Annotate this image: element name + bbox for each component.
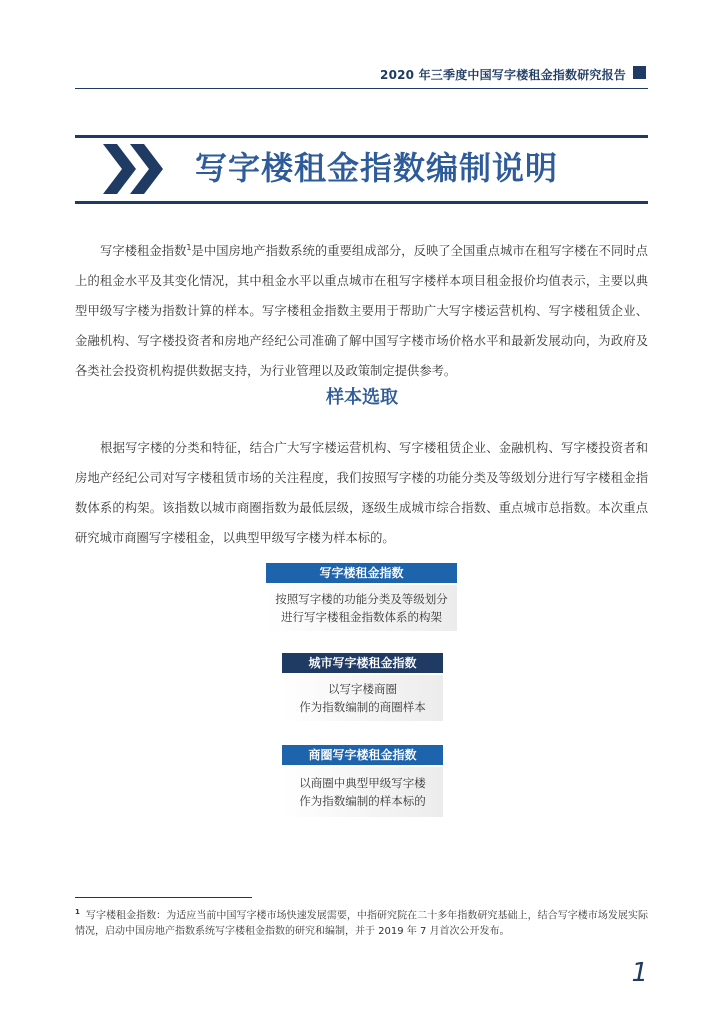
index-level-1-title: 写字楼租金指数 bbox=[266, 563, 457, 583]
footnote bbox=[75, 904, 648, 940]
index-level-1-description bbox=[266, 585, 457, 631]
double-chevron-right-icon bbox=[103, 144, 167, 194]
page-number: 1 bbox=[631, 958, 648, 988]
header-divider bbox=[75, 88, 648, 89]
header-square-icon bbox=[633, 66, 646, 79]
index-level-2-title: 城市写字楼租金指数 bbox=[282, 653, 443, 673]
description-line: 作为指数编制的商圈样本 bbox=[299, 700, 426, 714]
footnote-text: 写字楼租金指数：为适应当前中国写字楼市场快速发展需要，中指研究院在二十多年指数研究基础上，结合写字楼市场发展实际情况，启动中国房地产指数系统写字楼租金指数的研究和编制，并于 2019 年 7 月首次公开发布。 bbox=[75, 910, 648, 938]
title-bottom-rule bbox=[75, 201, 648, 204]
description-line: 进行写字楼租金指数体系的构架 bbox=[281, 610, 442, 624]
footnote-reference[interactable]: 1 bbox=[186, 243, 192, 252]
report-header-title: 2020 年三季度中国写字楼租金指数研究报告 bbox=[380, 68, 626, 82]
index-level-2-description bbox=[282, 675, 443, 721]
footnote-divider bbox=[75, 897, 252, 898]
sample-selection-paragraph bbox=[75, 433, 648, 553]
title-top-rule bbox=[75, 135, 648, 138]
index-level-3-title: 商圈写字楼租金指数 bbox=[282, 745, 443, 765]
description-line: 作为指数编制的样本标的 bbox=[299, 794, 426, 808]
footnote-mark: 1 bbox=[75, 908, 80, 916]
description-line: 以商圈中典型甲级写字楼 bbox=[299, 776, 426, 790]
section-heading: 样本选取 bbox=[326, 387, 398, 408]
index-level-3-description bbox=[282, 767, 443, 817]
description-line: 按照写字楼的功能分类及等级划分 bbox=[275, 592, 448, 606]
intro-lead-text: 写字楼租金指数 bbox=[100, 244, 187, 259]
sample-selection-text: 根据写字楼的分类和特征，结合广大写字楼运营机构、写字楼租赁企业、金融机构、写字楼投资者和房地产经纪公司对写字楼租赁市场的关注程度，我们按照写字楼的功能分类及等级划分进行写字楼租金指数体系的构架。该指数以城市商圈指数为最低层级，逐级生成城市综合指数、重点城市总指数。本次重点研究城市商圈写字楼租金，以典型甲级写字楼为样本标的。 bbox=[75, 441, 648, 545]
page-title: 写字楼租金指数编制说明 bbox=[195, 149, 559, 187]
intro-paragraph bbox=[75, 233, 648, 386]
description-line: 以写字楼商圈 bbox=[328, 682, 397, 696]
intro-body-text: 是中国房地产指数系统的重要组成部分，反映了全国重点城市在租写字楼在不同时点上的租金水平及其变化情况，其中租金水平以重点城市在租写字楼样本项目租金报价均值表示，主要以典型甲级写字楼为指数计算的样本。写字楼租金指数主要用于帮助广大写字楼运营机构、写字楼租赁企业、金融机构、写字楼投资者和房地产经纪公司准确了解中国写字楼市场价格水平和最新发展动向，为政府及各类社会投资机构提供数据支持，为行业管理以及政策制定提供参考。 bbox=[75, 244, 648, 379]
